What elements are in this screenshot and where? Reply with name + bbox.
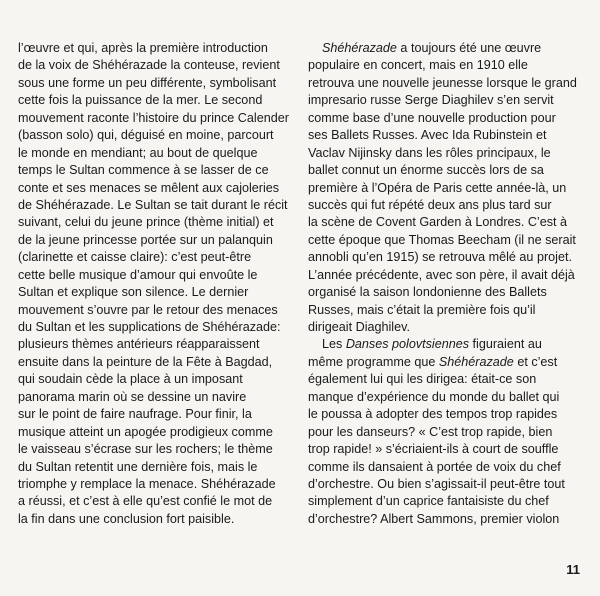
text-line: mouvement raconte l’histoire du prince Calender — [18, 110, 289, 125]
text-line: ballet connut un énorme succès lors de sa — [308, 163, 544, 178]
text-fragment: a toujours été une œuvre — [396, 41, 542, 55]
text-line: la fin dans une conclusion fort paisible. — [18, 511, 235, 526]
text-line: impresario russe Serge Diaghilev s’en servit — [308, 93, 554, 108]
text-line: trop rapide! » s’écriaient-ils à court de souffle — [308, 442, 559, 457]
text-line: sous une forme un peu différente, symbolisant — [18, 75, 277, 90]
work-title: Danses polovtsiennes — [345, 337, 470, 352]
text-line: d’orchestre? Albert Sammons, premier violon — [308, 511, 560, 526]
text-line: comme base d’une nouvelle production pour — [308, 110, 556, 125]
text-line: mouvement s’ouvre par le retour des menaces — [18, 302, 278, 317]
text-line: L’année précédente, avec son père, il avait déjà — [308, 267, 575, 282]
text-line: pour les danseurs? « C’est trop rapide, bien — [308, 424, 553, 439]
page-number: 11 — [566, 562, 580, 577]
text-fragment: figuraient au — [469, 337, 542, 352]
work-title: Shéhérazade — [438, 354, 514, 369]
paragraph-first-line — [308, 40, 588, 57]
text-line: le monde en mendiant; au bout de quelque — [18, 145, 258, 160]
paragraph-first-line — [308, 336, 588, 353]
text-fragment: même programme que — [308, 354, 439, 369]
text-line: conte et ses menaces se mêlent aux cajoleries — [18, 180, 280, 195]
text-line: d’orchestre. Ou bien s’agissait-il peut-être tout — [308, 476, 565, 491]
text-line: triomphe y remplace la menace. Shéhérazade — [18, 476, 276, 491]
text-fragment: et c’est — [513, 354, 558, 369]
text-line: du Sultan et les supplications de Shéhérazade: — [18, 320, 281, 334]
text-line: manque d’expérience du monde du ballet qui — [308, 389, 560, 404]
text-line: de la voix de Shéhérazade la conteuse, revient — [18, 58, 280, 73]
text-line: dirigeait Diaghilev. — [308, 320, 410, 334]
text-line: le poussa à adopter des tempos trop rapides — [308, 407, 558, 422]
text-line: comme ils dansaient à portée de voix du chef — [308, 459, 561, 474]
text-line: ses Ballets Russes. Avec Ida Rubinstein et — [308, 128, 547, 143]
work-title: Shéhérazade — [322, 41, 397, 55]
text-line: de Shéhérazade. Le Sultan se tait durant le récit — [18, 197, 288, 212]
text-line: (basson solo) qui, déguisé en moine, parcourt — [18, 128, 274, 143]
text-fragment: Les — [322, 337, 346, 352]
text-line: de la jeune princesse portée sur un palanquin — [18, 232, 273, 247]
text-line: populaire en concert, mais en 1910 elle — [308, 58, 528, 73]
text-line: première à l’Opéra de Paris cette année-là, un — [308, 180, 567, 195]
text-line: Russes, mais c’était la première fois qu’il — [308, 302, 536, 317]
text-line: Sultan et explique son silence. Le dernier — [18, 285, 249, 300]
text-line: succès qui fut répété deux ans plus tard sur — [308, 197, 552, 212]
text-line: sur le point de faire naufrage. Pour finir, la — [18, 407, 252, 422]
text-line: qui soudain cède la place à un imposant — [18, 372, 243, 387]
text-line: du Sultan retentit une dernière fois, mais le — [18, 459, 258, 474]
text-line: l’œuvre et qui, après la première introduction — [18, 41, 268, 55]
text-line — [308, 354, 588, 371]
text-line: cette belle musique d’amour qui envoûte le — [18, 267, 258, 282]
text-line: organisé la saison londonienne des Ballets — [308, 285, 547, 300]
text-line: le vaisseau s’écrase sur les rochers; le thème — [18, 442, 273, 457]
text-line: ensuite dans la peinture de la Fête à Bagdad, — [18, 354, 273, 369]
text-line: retrouva une nouvelle jeunesse lorsque le grand — [308, 75, 577, 90]
text-line: Vaclav Nijinsky dans les rôles principaux, le — [308, 145, 551, 160]
text-line: également lui qui les dirigea: était-ce son — [308, 372, 537, 387]
text-line: a réussi, et c’est à elle qu’est confié le mot de — [18, 494, 273, 509]
right-column — [308, 40, 588, 528]
text-line: cette fois la puissance de la mer. Le second — [18, 93, 263, 108]
text-line: (clarinette et caisse claire): c’est peut-être — [18, 250, 252, 265]
text-line: suivant, celui du jeune prince (thème initial) et — [18, 215, 274, 230]
left-column — [18, 40, 290, 528]
text-line: musique atteint un apogée prodigieux comme — [18, 424, 273, 439]
text-line: temps le Sultan commence à se lasser de ce — [18, 163, 269, 178]
text-line: panorama marin où se dessine un navire — [18, 389, 247, 404]
text-line: la scène de Covent Garden à Londres. C’est à — [308, 215, 568, 230]
text-line: cette époque que Thomas Beecham (il ne serait — [308, 232, 576, 247]
text-line: plusieurs thèmes antérieurs réapparaissent — [18, 337, 260, 352]
text-line: annobli qu’en 1915) se retrouva mêlé au projet. — [308, 250, 572, 265]
text-line: simplement d’un caprice fantaisiste du chef — [308, 494, 549, 509]
